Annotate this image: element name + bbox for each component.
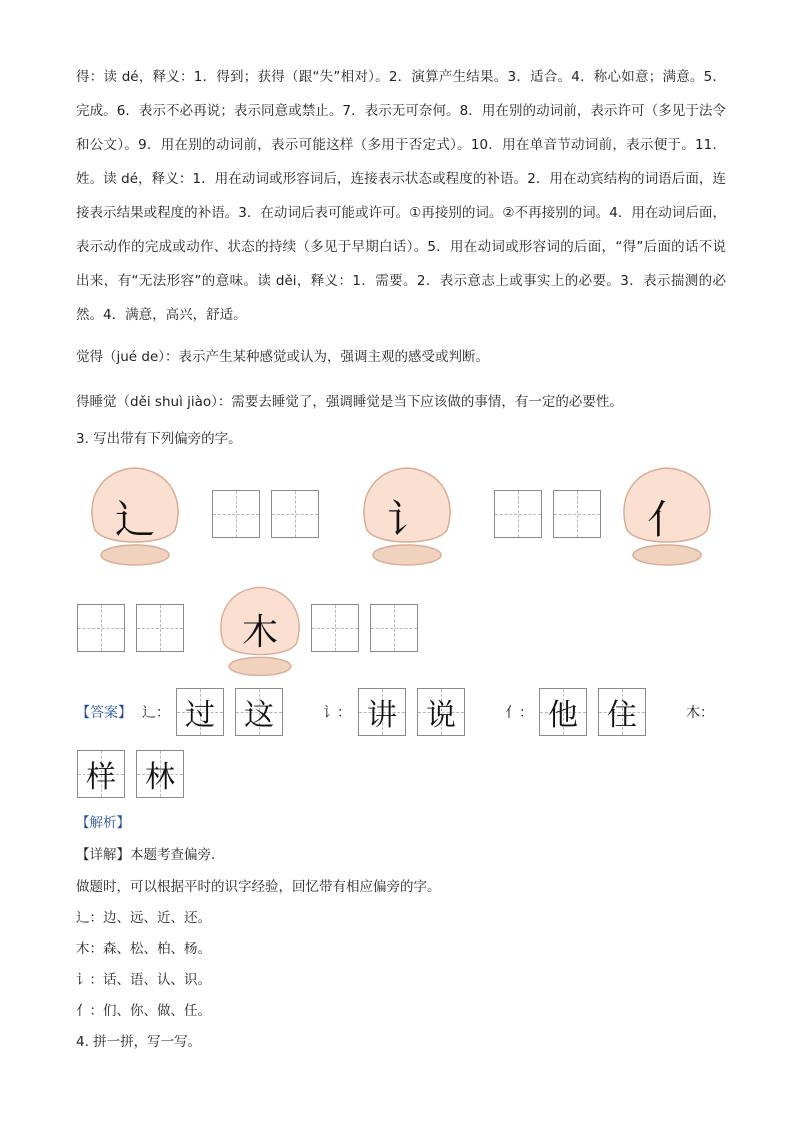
detail-text: 本题考查偏旁. (130, 847, 216, 863)
answer-label: 【答案】 (76, 705, 132, 721)
write-box[interactable] (271, 490, 319, 538)
de-definition-paragraph: 得：读 dé，释义：1．得到；获得（跟“失”相对）。2．演算产生结果。3．适合。4．称心如意；满意。5．完成。6．表示不必再说；表示同意或禁止。7．表示无可奈何。8．用在别的动词前，表示许可（多见于法令和公文）。9．用在别的动词前，表示可能这样（多用于否定式）。10．用在单音节动词前，表示便于。11．姓。读 dé，释义：1．用在动词或形容词后，连接表示状态或程度的补语。2．用在动宾结构的词语后面，连接表示结果或程度的补语。3．在动词后表可能或许可。①再接别的词。②不再接别的词。4．用在动词后面，表示动作的完成或动作、状态的持续（多见于早期白话）。5．用在动词或形容词的后面，“得”后面的话不说出来，有“无法形容”的意味。读 děi，释义：1．需要。2．表示意志上或事实上的必要。3．表示揣测的必然。4．满意，高兴，舒适。 (76, 69, 726, 323)
analysis-hint: 做题时，可以根据平时的识字经验，回忆带有相应偏旁的字。 (76, 879, 441, 895)
answer-box: 住 (598, 688, 646, 736)
shell-glyph: 木 (241, 612, 278, 653)
answer-radical: 木： (686, 705, 714, 721)
detail-line (76, 843, 215, 863)
analysis-line-ren: 亻：们、你、做、任。 (76, 1003, 211, 1019)
write-box[interactable] (553, 490, 601, 538)
write-box[interactable] (136, 604, 184, 652)
answer-radical: 亻： (505, 705, 533, 721)
answer-box: 说 (417, 688, 465, 736)
dei-shuijiao-definition: 得睡觉（děi shuì jiào）：需要去睡觉了，强调睡觉是当下应该做的事情，有一定的必要性。 (76, 394, 623, 410)
analysis-label: 【解析】 (76, 815, 130, 831)
write-box[interactable] (311, 604, 359, 652)
analysis-line-chuo: 辶：边、远、近、还。 (76, 910, 211, 926)
question-3-title: 3. 写出带有下列偏旁的字。 (76, 431, 242, 447)
answer-box: 样 (77, 750, 125, 798)
detail-label: 【详解】 (76, 847, 130, 863)
juede-definition: 觉得（jué de）：表示产生某种感觉或认为，强调主观的感受或判断。 (76, 349, 490, 365)
shell-radical-yan (352, 460, 462, 570)
analysis-line-mu: 木：森、松、柏、杨。 (76, 941, 211, 957)
write-box[interactable] (370, 604, 418, 652)
answer-box: 这 (235, 688, 283, 736)
answer-radical: 讠： (323, 705, 351, 721)
answer-box: 过 (176, 688, 224, 736)
answer-radical: 辶： (142, 705, 170, 721)
shell-radical-chuo (80, 460, 190, 570)
shell-glyph: 亻 (647, 497, 687, 543)
analysis-line-yan: 讠：话、语、认、识。 (76, 972, 211, 988)
shell-glyph: 辶 (115, 497, 155, 543)
write-box[interactable] (494, 490, 542, 538)
answer-box: 讲 (358, 688, 406, 736)
answer-box: 他 (539, 688, 587, 736)
write-box[interactable] (77, 604, 125, 652)
shell-glyph: 讠 (387, 497, 427, 543)
shell-radical-mu (210, 580, 310, 680)
answer-box: 林 (136, 750, 184, 798)
write-box[interactable] (212, 490, 260, 538)
shell-radical-ren (612, 460, 722, 570)
question-4-title: 4. 拼一拼，写一写。 (76, 1034, 202, 1050)
